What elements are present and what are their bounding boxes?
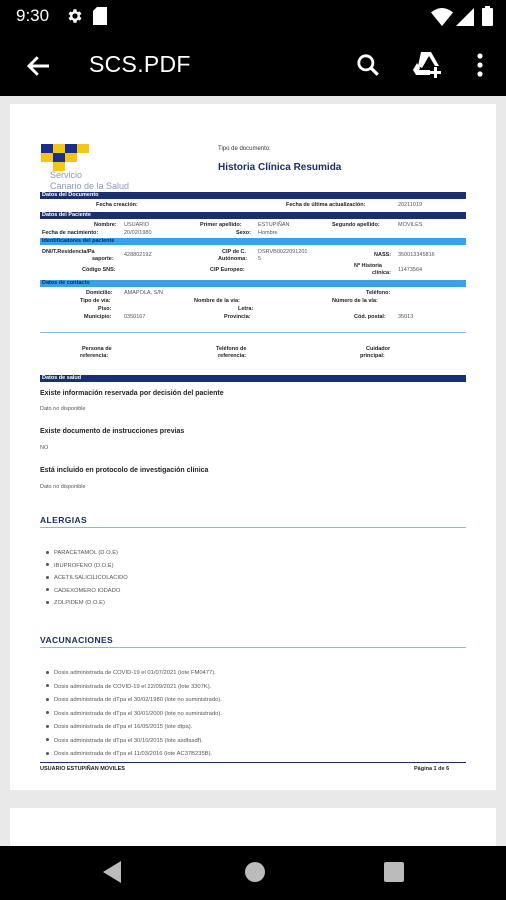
document-title: SCS.PDF (89, 51, 191, 77)
domicilio-label: Domicilio: (86, 290, 113, 296)
wifi-icon (431, 8, 453, 26)
fecha-nacimiento-value: 20/02/1980 (124, 230, 152, 236)
fecha-nacimiento-label: Fecha de nacimiento: (42, 230, 99, 236)
fecha-creacion-label: Fecha creación: (96, 202, 138, 208)
historia-label-line-1: Nº Historia (354, 263, 382, 269)
cip-europeo-label: CIP Europeo: (210, 267, 245, 273)
salud-answer-3: Dato no disponible (40, 484, 86, 490)
status-bar (0, 0, 506, 34)
cip-value-line-1: DSRVB0022091201 (258, 249, 308, 255)
historia-value: 11473564 (398, 267, 423, 273)
cuidador-label-line-1: Cuidador (366, 346, 391, 352)
section-bar-salud: Datos de salud (40, 375, 466, 382)
alergias-divider (40, 527, 466, 528)
list-item-text: ZOLPIDEM (D.O.E) (54, 600, 105, 606)
add-to-drive-icon[interactable] (412, 50, 442, 78)
historia-label-line-2: clínica: (372, 270, 391, 276)
doc-main-title: Historia Clínica Resumida (218, 162, 342, 173)
provincia-label: Provincia: (224, 314, 251, 320)
bullet-icon (46, 711, 49, 714)
telefono-ref-label-line-1: Teléfono de (216, 346, 247, 352)
piso-label: Piso: (98, 306, 112, 312)
cuidador-label-line-2: principal: (360, 353, 385, 359)
telefono-ref-label-line-2: referencia: (218, 353, 247, 359)
pdf-viewer[interactable] (0, 96, 506, 846)
bullet-icon (46, 738, 49, 741)
salud-answer-1: Dato no disponible (40, 406, 86, 412)
bullet-icon (46, 698, 49, 701)
logo-line-1: Servicio (50, 170, 83, 180)
list-item (46, 550, 118, 557)
primer-apellido-label: Primer apellido: (200, 222, 242, 228)
list-item (46, 563, 114, 570)
list-item (46, 670, 216, 677)
bullet-icon (46, 551, 49, 554)
persona-ref-label-line-1: Persona de (82, 346, 112, 352)
bullet-icon (46, 725, 49, 728)
cip-value-line-2: 5 (258, 256, 262, 262)
battery-icon (482, 6, 493, 26)
nass-value: 350013345816 (398, 252, 435, 258)
dni-value: 42880219Z (124, 252, 152, 258)
bullet-icon (46, 563, 49, 566)
sexo-value: Hombre (258, 230, 278, 236)
alergias-title: ALERGIAS (40, 515, 88, 525)
bullet-icon (46, 684, 49, 687)
nombre-via-label: Nombre de la vía: (194, 298, 240, 304)
list-item (46, 724, 192, 731)
system-nav-bar (0, 846, 506, 900)
nav-home-icon[interactable] (244, 861, 266, 883)
segundo-apellido-label: Segundo apellido: (332, 222, 380, 228)
cell-signal-icon (456, 8, 474, 26)
municipio-label: Municipio: (84, 314, 112, 320)
list-item-text: CADEXOMERO IODADO (54, 587, 121, 594)
back-arrow-icon[interactable] (24, 51, 54, 81)
segundo-apellido-value: MOVILES (398, 222, 423, 228)
footer-user: USUARIO ESTUPIÑAN MOVILES (40, 766, 125, 772)
section-bar-documento: Datos del Documento (40, 192, 466, 199)
pdf-page-2-preview (10, 808, 496, 846)
list-item-text: IBUPROFENO (D.O.E) (54, 562, 114, 569)
cod-postal-label: Cód. postal: (354, 314, 386, 320)
municipio-value: 0350167 (124, 314, 146, 320)
cod-postal-value: 35013 (398, 314, 414, 320)
bullet-icon (46, 671, 49, 674)
list-item-text: ACETILSALICILICOLACIDO (54, 575, 128, 581)
bullet-icon (46, 601, 49, 604)
persona-ref-label-line-2: referencia: (80, 353, 109, 359)
list-item (46, 588, 120, 595)
list-item (46, 600, 105, 607)
list-item-text: PARACETAMOL (D.O.E) (54, 550, 118, 556)
list-item-text: Dosis administrada de dTpa el 16/05/2015 (lote dtpa). (54, 724, 193, 730)
tipo-via-label: Tipo de vía: (80, 298, 111, 304)
cip-label-line-1: CIP de C. (222, 249, 247, 255)
list-item (46, 575, 128, 582)
section-bar-contacto: Datos de contacto (40, 280, 466, 287)
bullet-icon (46, 576, 49, 579)
vacunaciones-title: VACUNACIONES (40, 635, 114, 645)
list-item (46, 738, 203, 745)
pdf-page-1 (10, 104, 496, 790)
section-bar-identificadores: Identificadores del paciente (40, 238, 466, 245)
nombre-label: Nombre: (94, 222, 117, 228)
cip-label-line-2: Autónoma: (218, 256, 248, 262)
sexo-label: Sexo: (236, 230, 251, 236)
list-item (46, 697, 222, 704)
list-item (46, 711, 222, 718)
nombre-value: USUARIO (124, 222, 150, 228)
footer-divider (40, 762, 466, 763)
fecha-actualizacion-value: 20211019 (398, 202, 423, 208)
settings-gear-icon (66, 7, 84, 25)
salud-question-1: Existe información reservada por decisión del paciente (40, 390, 224, 397)
list-item-text: Dosis administrada de COVID-19 el 01/07/2021 (lote FM0477). (54, 670, 216, 676)
primer-apellido-value: ESTUPIÑAN (258, 222, 290, 228)
nav-back-icon[interactable] (101, 860, 123, 884)
sd-card-icon (93, 7, 107, 25)
list-item-text: Dosis administrada de dTpa el 30/02/1980 (lote no suministrado). (54, 697, 222, 703)
section-bar-paciente: Datos del Paciente (40, 212, 466, 219)
salud-question-3: Está incluido en protocolo de investigación clínica (40, 467, 209, 474)
list-item-text: Dosis administrada de dTpa el 11/03/2016 (lote AC37B235B). (54, 751, 213, 757)
list-item (46, 684, 211, 691)
dni-label-line-2: saporte: (92, 256, 114, 262)
more-options-icon[interactable] (470, 50, 490, 80)
status-time: 9:30 (16, 6, 50, 25)
domicilio-value: AMAPOLA, S/N (124, 290, 163, 296)
fecha-actualizacion-label: Fecha de última actualización: (286, 202, 366, 208)
codigo-sns-label: Código SNS: (82, 267, 116, 273)
list-item-text: Dosis administrada de dTpa el 30/01/2000 (lote no suministrado). (54, 710, 222, 717)
letra-label: Letra: (238, 306, 254, 312)
numero-via-label: Número de la vía: (332, 298, 378, 304)
list-item (46, 751, 212, 758)
vacunaciones-divider (40, 647, 466, 648)
doc-type-label: Tipo de documento: (218, 146, 271, 152)
bullet-icon (46, 588, 49, 591)
top-app-bar (0, 34, 506, 96)
telefono-label: Teléfono: (366, 290, 391, 296)
nass-label: NASS: (374, 252, 392, 258)
search-icon[interactable] (355, 52, 381, 78)
bullet-icon (46, 752, 49, 755)
logo-line-2: Canario de la Salud (50, 181, 130, 191)
salud-question-2: Existe documento de instrucciones previas (40, 428, 185, 435)
nav-recents-icon[interactable] (384, 862, 404, 882)
salud-answer-2: NO (40, 445, 49, 451)
contact-divider (40, 332, 466, 333)
list-item-text: Dosis administrada de COVID-19 el 22/09/2021 (lote 3307K). (54, 683, 212, 690)
dni-label-line-1: DNI/T.Residencia/Pa (42, 249, 95, 255)
footer-page-number: Página 1 de 6 (414, 766, 450, 772)
list-item-text: Dosis administrada de dTpa el 30/10/2015 (lote asdfasdf). (54, 737, 203, 744)
